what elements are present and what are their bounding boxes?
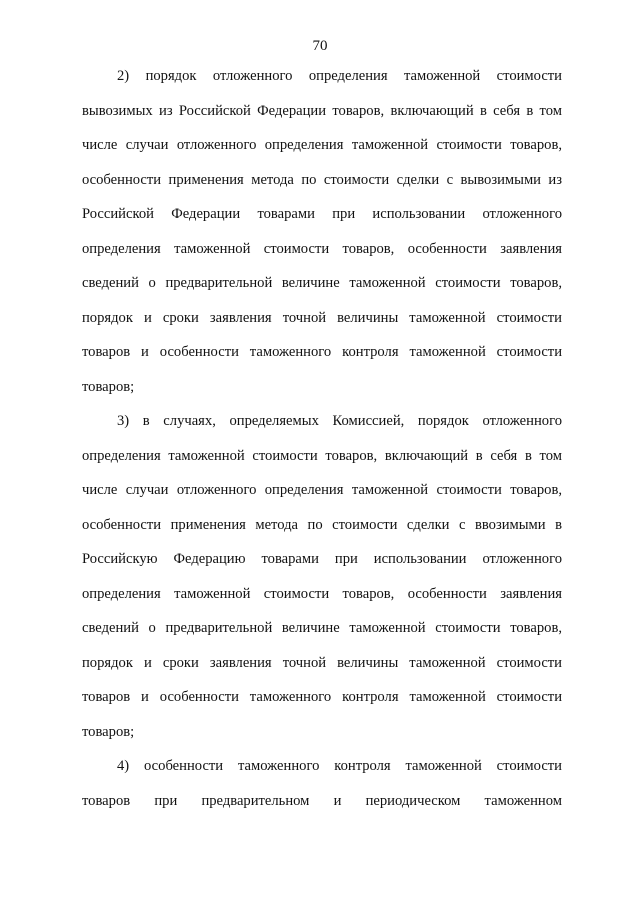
text-line: определения таможенной стоимости товаров, особенности заявления <box>82 240 562 257</box>
text-line: Российскую Федерацию товарами при использовании отложенного <box>82 551 562 567</box>
text-line: товаров и особенности таможенного контроля таможенной стоимости <box>82 689 562 705</box>
text-line: сведений о предварительной величине таможенной стоимости товаров, <box>82 275 562 291</box>
text-line: товаров; <box>82 723 135 740</box>
text-line: товаров при предварительном и периодическом таможенном <box>82 792 562 809</box>
text-line: товаров и особенности таможенного контроля таможенной стоимости <box>82 344 562 360</box>
text-line: особенности применения метода по стоимости сделки с вывозимыми из <box>82 171 562 188</box>
text-line: числе случаи отложенного определения таможенной стоимости товаров, <box>82 482 562 498</box>
text-line: сведений о предварительной величине таможенной стоимости товаров, <box>82 620 562 636</box>
text-line: особенности применения метода по стоимости сделки с ввозимыми в <box>82 516 562 533</box>
text-line: числе случаи отложенного определения таможенной стоимости товаров, <box>82 137 562 153</box>
text-line: порядок и сроки заявления точной величины таможенной стоимости <box>82 654 562 671</box>
text-line: 2) порядок отложенного определения таможенной стоимости <box>117 68 562 84</box>
page-number: 70 <box>312 38 328 54</box>
text-line: 3) в случаях, определяемых Комиссией, порядок отложенного <box>117 413 562 429</box>
text-line: товаров; <box>82 378 135 395</box>
text-line: вывозимых из Российской Федерации товаров, включающий в себя в том <box>82 102 562 119</box>
text-line: Российской Федерации товарами при использовании отложенного <box>82 206 562 222</box>
text-line: определения таможенной стоимости товаров, особенности заявления <box>82 585 562 602</box>
text-line: порядок и сроки заявления точной величины таможенной стоимости <box>82 309 562 326</box>
text-line: определения таможенной стоимости товаров, включающий в себя в том <box>82 447 562 464</box>
text-line: 4) особенности таможенного контроля таможенной стоимости <box>117 758 562 774</box>
